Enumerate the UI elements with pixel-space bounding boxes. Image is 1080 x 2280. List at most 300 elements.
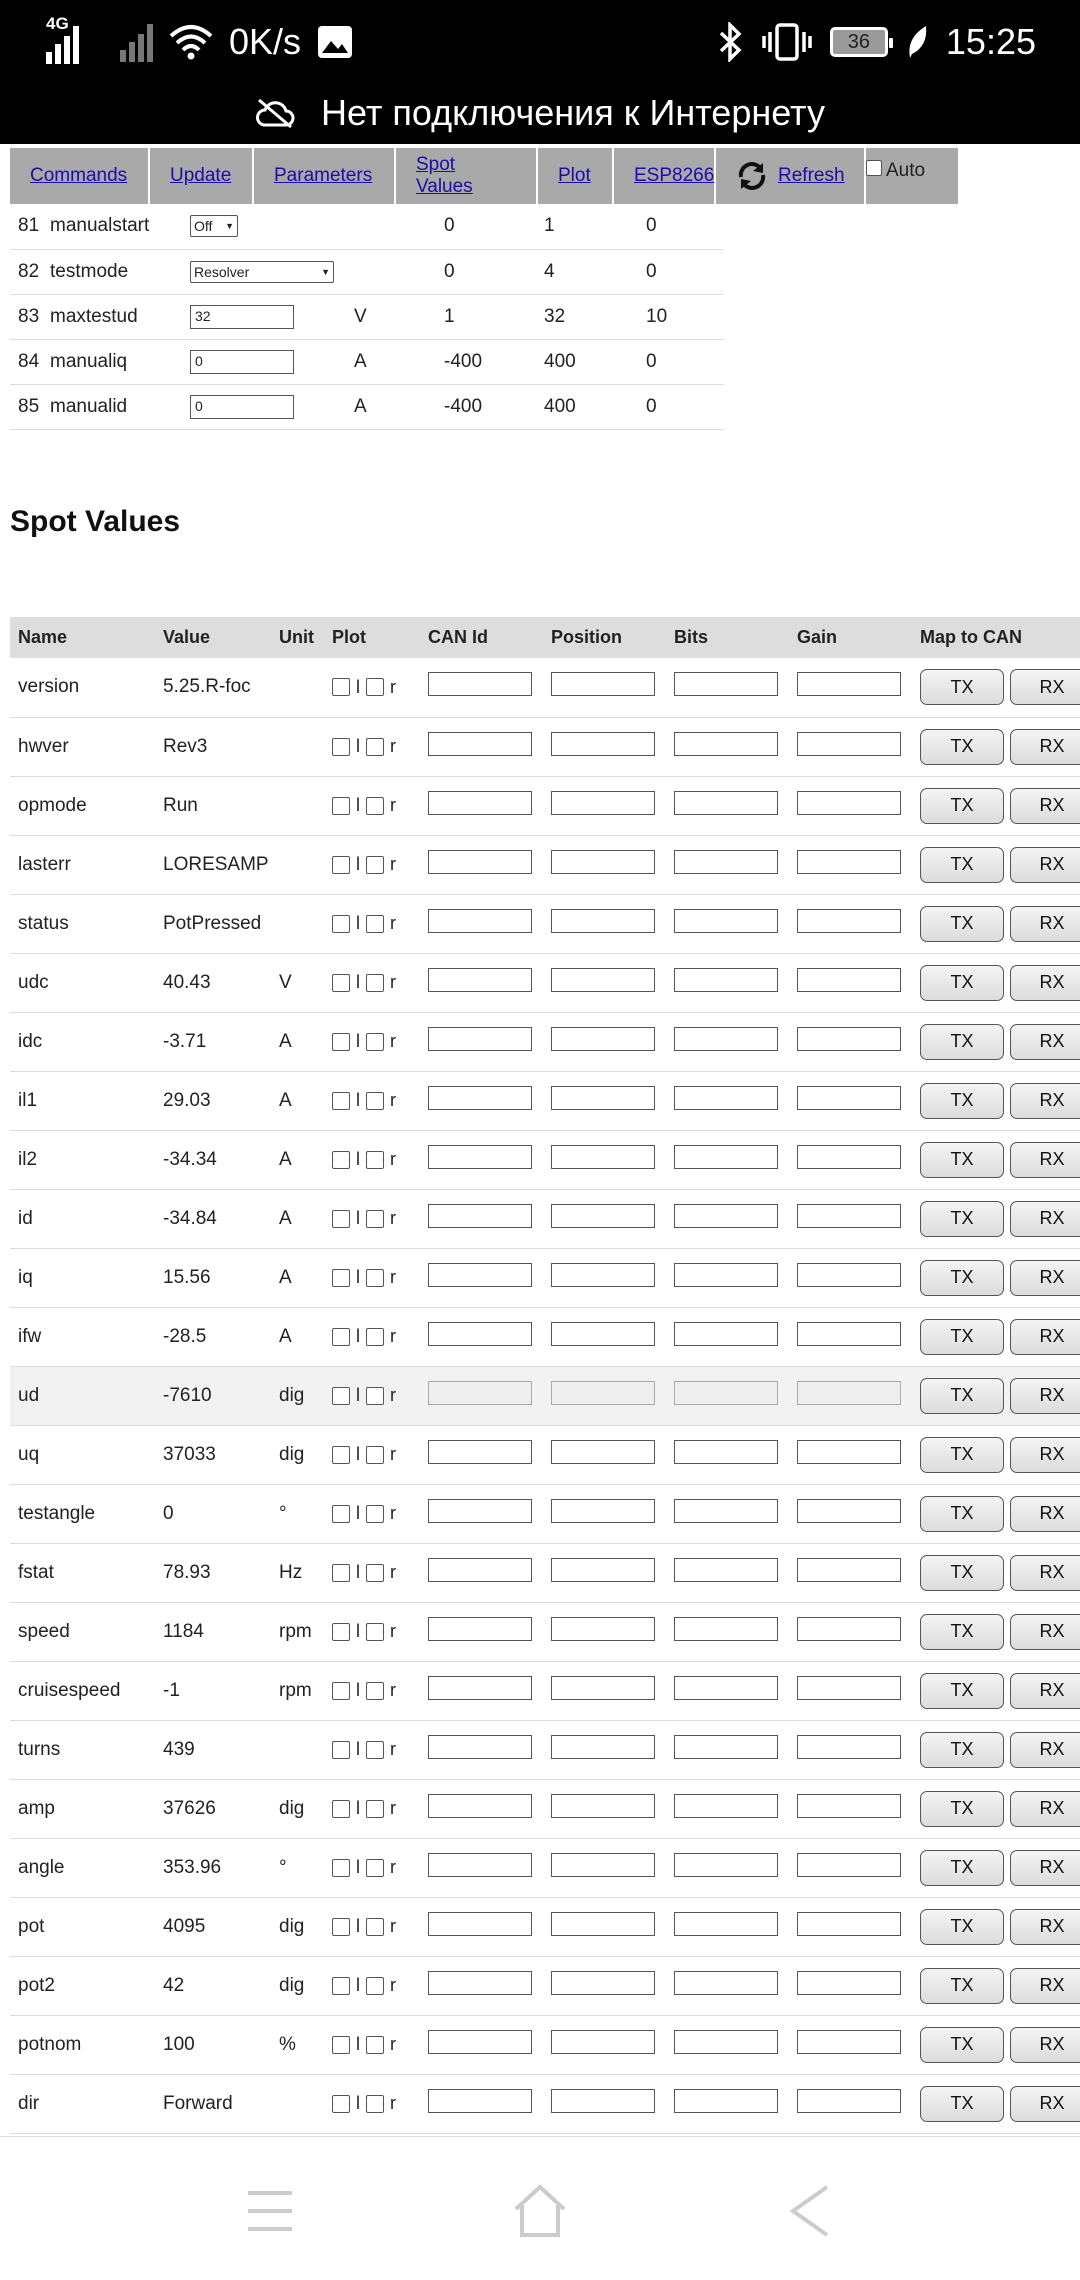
bits-cell	[666, 1425, 789, 1484]
can-id-input[interactable]	[428, 1499, 532, 1523]
tx-button[interactable]: TX	[920, 2027, 1004, 2063]
bits-cell	[666, 1248, 789, 1307]
gain-input[interactable]	[797, 732, 901, 756]
rx-button[interactable]: RX	[1010, 2027, 1080, 2063]
plot-right-checkbox[interactable]	[366, 1387, 384, 1405]
map-cell	[912, 953, 1080, 1012]
rx-button[interactable]: RX	[1010, 1909, 1080, 1945]
rx-button[interactable]: RX	[1010, 669, 1080, 705]
plot-left-label: l	[356, 2034, 360, 2054]
spot-value: Run	[155, 776, 271, 835]
bits-input[interactable]	[674, 1794, 778, 1818]
plot-right-checkbox[interactable]	[366, 2095, 384, 2113]
spot-name: pot	[10, 1897, 155, 1956]
gain-input[interactable]	[797, 1381, 901, 1405]
spot-name: dir	[10, 2074, 155, 2133]
rx-button[interactable]: RX	[1010, 1142, 1080, 1178]
spot-value: 100	[155, 2015, 271, 2074]
rx-button[interactable]: RX	[1010, 1791, 1080, 1827]
can-id-input[interactable]	[428, 1440, 532, 1464]
bits-input[interactable]	[674, 1322, 778, 1346]
plot-left-checkbox[interactable]	[332, 1092, 350, 1110]
rx-button[interactable]: RX	[1010, 1850, 1080, 1886]
table-row	[10, 835, 1080, 894]
plot-left-checkbox[interactable]	[332, 2036, 350, 2054]
param-min: -400	[444, 339, 544, 384]
plot-right-label: r	[390, 854, 396, 874]
tx-button[interactable]: TX	[920, 1201, 1004, 1237]
position-cell	[543, 1307, 666, 1366]
param-index: 83	[10, 294, 50, 339]
rx-button[interactable]: RX	[1010, 1496, 1080, 1532]
tx-button[interactable]: TX	[920, 1968, 1004, 2004]
spot-name: pot2	[10, 1956, 155, 2015]
testmode-select[interactable]: Resolver ▼	[190, 261, 334, 283]
spot-unit: dig	[271, 1956, 324, 2015]
rx-button[interactable]: RX	[1010, 906, 1080, 942]
plot-right-checkbox[interactable]	[366, 1505, 384, 1523]
plot-left-checkbox[interactable]	[332, 1977, 350, 1995]
position-input[interactable]	[551, 1794, 655, 1818]
spot-unit: A	[271, 1248, 324, 1307]
gain-input[interactable]	[797, 909, 901, 933]
tx-button[interactable]: TX	[920, 906, 1004, 942]
plot-left-checkbox[interactable]	[332, 1387, 350, 1405]
param-min: 1	[444, 294, 544, 339]
plot-left-checkbox[interactable]	[332, 1033, 350, 1051]
rx-button[interactable]: RX	[1010, 1555, 1080, 1591]
plot-left-checkbox[interactable]	[332, 1682, 350, 1700]
plot-left-checkbox[interactable]	[332, 915, 350, 933]
rx-button[interactable]: RX	[1010, 965, 1080, 1001]
gain-input[interactable]	[797, 1440, 901, 1464]
gain-input[interactable]	[797, 1617, 901, 1641]
map-cell	[912, 1425, 1080, 1484]
plot-right-checkbox[interactable]	[366, 1800, 384, 1818]
gain-input[interactable]	[797, 1145, 901, 1169]
plot-right-label: r	[390, 1267, 396, 1287]
position-input[interactable]	[551, 909, 655, 933]
rx-button[interactable]: RX	[1010, 1437, 1080, 1473]
plot-left-checkbox[interactable]	[332, 1151, 350, 1169]
spot-value: LORESAMP	[155, 835, 271, 894]
gain-cell	[789, 717, 912, 776]
position-input[interactable]	[551, 1381, 655, 1405]
spot-header-row	[10, 617, 1080, 658]
auto-label: Auto	[886, 160, 926, 181]
bits-input[interactable]	[674, 1912, 778, 1936]
gain-input[interactable]	[797, 1794, 901, 1818]
bits-input[interactable]	[674, 1145, 778, 1169]
tx-button[interactable]: TX	[920, 1024, 1004, 1060]
rx-button[interactable]: RX	[1010, 1614, 1080, 1650]
param-row	[10, 294, 724, 339]
plot-right-checkbox[interactable]	[366, 678, 384, 696]
gain-input[interactable]	[797, 1027, 901, 1051]
rx-button[interactable]: RX	[1010, 1732, 1080, 1768]
menu-icon[interactable]	[234, 2175, 306, 2247]
plot-left-checkbox[interactable]	[332, 2095, 350, 2113]
can-id-cell	[420, 776, 543, 835]
gain-input[interactable]	[797, 2030, 901, 2054]
plot-right-checkbox[interactable]	[366, 1328, 384, 1346]
gain-input[interactable]	[797, 791, 901, 815]
gain-input[interactable]	[797, 1676, 901, 1700]
can-id-cell	[420, 1307, 543, 1366]
plot-left-checkbox[interactable]	[332, 1505, 350, 1523]
bits-input[interactable]	[674, 1558, 778, 1582]
position-input[interactable]	[551, 1145, 655, 1169]
plot-left-checkbox[interactable]	[332, 1210, 350, 1228]
gain-input[interactable]	[797, 1263, 901, 1287]
plot-right-checkbox[interactable]	[366, 1092, 384, 1110]
position-input[interactable]	[551, 791, 655, 815]
plot-right-checkbox[interactable]	[366, 974, 384, 992]
plot-right-label: r	[390, 1031, 396, 1051]
gain-input[interactable]	[797, 1853, 901, 1877]
tx-button[interactable]: TX	[920, 788, 1004, 824]
spot-name: speed	[10, 1602, 155, 1661]
rx-button[interactable]: RX	[1010, 1673, 1080, 1709]
can-id-input[interactable]	[428, 1322, 532, 1346]
tx-button[interactable]: TX	[920, 2086, 1004, 2122]
rx-button[interactable]: RX	[1010, 1968, 1080, 2004]
bits-input[interactable]	[674, 2089, 778, 2113]
tx-button[interactable]: TX	[920, 1673, 1004, 1709]
tx-button[interactable]: TX	[920, 965, 1004, 1001]
can-id-input[interactable]	[428, 850, 532, 874]
rx-button[interactable]: RX	[1010, 847, 1080, 883]
maxtestud-input[interactable]: 32	[190, 305, 294, 329]
plot-left-checkbox[interactable]	[332, 1741, 350, 1759]
manualiq-input[interactable]: 0	[190, 350, 294, 374]
back-icon[interactable]	[774, 2175, 846, 2247]
can-id-cell	[420, 1956, 543, 2015]
position-input[interactable]	[551, 732, 655, 756]
gain-input[interactable]	[797, 1499, 901, 1523]
tx-button[interactable]: TX	[920, 1142, 1004, 1178]
tx-button[interactable]: TX	[920, 1260, 1004, 1296]
position-input[interactable]	[551, 1853, 655, 1877]
tx-button[interactable]: TX	[920, 1909, 1004, 1945]
table-row	[10, 1071, 1080, 1130]
rx-button[interactable]: RX	[1010, 1319, 1080, 1355]
menu-parameters[interactable]: Parameters	[254, 148, 396, 204]
bits-cell	[666, 1189, 789, 1248]
plot-left-label: l	[356, 795, 360, 815]
plot-right-checkbox[interactable]	[366, 856, 384, 874]
gain-cell	[789, 1484, 912, 1543]
plot-left-checkbox[interactable]	[332, 738, 350, 756]
plot-left-checkbox[interactable]	[332, 1328, 350, 1346]
gain-input[interactable]	[797, 1912, 901, 1936]
table-row	[10, 2015, 1080, 2074]
plot-left-checkbox[interactable]	[332, 974, 350, 992]
position-input[interactable]	[551, 1617, 655, 1641]
position-input[interactable]	[551, 672, 655, 696]
position-input[interactable]	[551, 1735, 655, 1759]
tx-button[interactable]: TX	[920, 1319, 1004, 1355]
manualstart-select[interactable]: Off ▼	[190, 215, 238, 237]
can-id-input[interactable]	[428, 1617, 532, 1641]
gain-cell	[789, 776, 912, 835]
plot-right-label: r	[390, 795, 396, 815]
param-min: 0	[444, 249, 544, 294]
bits-input[interactable]	[674, 672, 778, 696]
plot-left-checkbox[interactable]	[332, 1446, 350, 1464]
position-input[interactable]	[551, 1558, 655, 1582]
can-id-input[interactable]	[428, 1027, 532, 1051]
can-id-input[interactable]	[428, 968, 532, 992]
spot-unit	[271, 894, 324, 953]
can-id-input[interactable]	[428, 2030, 532, 2054]
can-id-input[interactable]	[428, 1853, 532, 1877]
can-id-input[interactable]	[428, 1381, 532, 1405]
header-map-to-can: Map to CAN	[912, 617, 1080, 658]
bits-input[interactable]	[674, 1381, 778, 1405]
gain-input[interactable]	[797, 1971, 901, 1995]
can-id-cell	[420, 1720, 543, 1779]
plot-left-label: l	[356, 1149, 360, 1169]
param-min: -400	[444, 384, 544, 429]
tx-button[interactable]: TX	[920, 1614, 1004, 1650]
plot-right-checkbox[interactable]	[366, 1033, 384, 1051]
can-id-input[interactable]	[428, 1558, 532, 1582]
position-input[interactable]	[551, 1676, 655, 1700]
bits-cell	[666, 1307, 789, 1366]
can-id-cell	[420, 835, 543, 894]
can-id-input[interactable]	[428, 1676, 532, 1700]
table-row	[10, 1425, 1080, 1484]
param-row	[10, 339, 724, 384]
gain-cell	[789, 1071, 912, 1130]
plot-left-checkbox[interactable]	[332, 678, 350, 696]
can-id-input[interactable]	[428, 791, 532, 815]
tx-button[interactable]: TX	[920, 1437, 1004, 1473]
position-input[interactable]	[551, 1204, 655, 1228]
spot-value: 5.25.R-foc	[155, 658, 271, 717]
plot-right-label: r	[390, 913, 396, 933]
plot-left-checkbox[interactable]	[332, 1623, 350, 1641]
gain-input[interactable]	[797, 850, 901, 874]
tx-button[interactable]: TX	[920, 1791, 1004, 1827]
position-input[interactable]	[551, 1263, 655, 1287]
bits-input[interactable]	[674, 1676, 778, 1700]
bits-input[interactable]	[674, 1617, 778, 1641]
plot-right-checkbox[interactable]	[366, 1859, 384, 1877]
bits-input[interactable]	[674, 732, 778, 756]
spot-unit	[271, 658, 324, 717]
gain-input[interactable]	[797, 968, 901, 992]
map-cell	[912, 717, 1080, 776]
gain-input[interactable]	[797, 1735, 901, 1759]
menu-refresh[interactable]	[716, 148, 866, 204]
menu-update[interactable]: Update	[150, 148, 254, 204]
bits-input[interactable]	[674, 1263, 778, 1287]
spot-value: -7610	[155, 1366, 271, 1425]
menu-esp8266[interactable]: ESP8266	[614, 148, 716, 204]
plot-right-checkbox[interactable]	[366, 1918, 384, 1936]
position-input[interactable]	[551, 850, 655, 874]
plot-right-checkbox[interactable]	[366, 1446, 384, 1464]
plot-left-label: l	[356, 913, 360, 933]
gain-cell	[789, 1956, 912, 2015]
plot-right-checkbox[interactable]	[366, 1682, 384, 1700]
gain-input[interactable]	[797, 1204, 901, 1228]
rx-button[interactable]: RX	[1010, 1201, 1080, 1237]
position-input[interactable]	[551, 1322, 655, 1346]
gain-input[interactable]	[797, 1558, 901, 1582]
bits-input[interactable]	[674, 1971, 778, 1995]
can-id-input[interactable]	[428, 1145, 532, 1169]
plot-left-checkbox[interactable]	[332, 797, 350, 815]
gain-input[interactable]	[797, 1322, 901, 1346]
position-input[interactable]	[551, 2089, 655, 2113]
auto-checkbox[interactable]	[866, 160, 882, 176]
tx-button[interactable]: TX	[920, 1850, 1004, 1886]
position-input[interactable]	[551, 1499, 655, 1523]
position-cell	[543, 1779, 666, 1838]
plot-right-label: r	[390, 1562, 396, 1582]
plot-right-label: r	[390, 1621, 396, 1641]
can-id-input[interactable]	[428, 2089, 532, 2113]
position-input[interactable]	[551, 1440, 655, 1464]
plot-left-checkbox[interactable]	[332, 1269, 350, 1287]
spot-name: amp	[10, 1779, 155, 1838]
gain-input[interactable]	[797, 1086, 901, 1110]
spot-plot	[324, 1012, 420, 1071]
position-input[interactable]	[551, 1086, 655, 1110]
home-icon[interactable]	[504, 2175, 576, 2247]
bits-input[interactable]	[674, 1735, 778, 1759]
can-id-input[interactable]	[428, 732, 532, 756]
manualid-input[interactable]: 0	[190, 395, 294, 419]
position-cell	[543, 1897, 666, 1956]
gain-input[interactable]	[797, 2089, 901, 2113]
bits-input[interactable]	[674, 2030, 778, 2054]
bits-input[interactable]	[674, 1086, 778, 1110]
bits-input[interactable]	[674, 1499, 778, 1523]
bits-input[interactable]	[674, 1440, 778, 1464]
position-input[interactable]	[551, 1027, 655, 1051]
table-row	[10, 1602, 1080, 1661]
spot-name: ifw	[10, 1307, 155, 1366]
can-id-input[interactable]	[428, 1735, 532, 1759]
gain-input[interactable]	[797, 672, 901, 696]
can-id-input[interactable]	[428, 1086, 532, 1110]
spot-values-heading: Spot Values	[10, 505, 181, 538]
rx-button[interactable]: RX	[1010, 1260, 1080, 1296]
plot-left-checkbox[interactable]	[332, 856, 350, 874]
tx-button[interactable]: TX	[920, 1496, 1004, 1532]
plot-right-checkbox[interactable]	[366, 1564, 384, 1582]
map-cell	[912, 1248, 1080, 1307]
plot-right-checkbox[interactable]	[366, 915, 384, 933]
plot-left-checkbox[interactable]	[332, 1564, 350, 1582]
spot-name: testangle	[10, 1484, 155, 1543]
menu-spot-values[interactable]: Spot Values	[396, 148, 538, 204]
plot-left-checkbox[interactable]	[332, 1859, 350, 1877]
spot-plot	[324, 894, 420, 953]
bits-input[interactable]	[674, 1204, 778, 1228]
param-max: 4	[544, 249, 646, 294]
can-id-input[interactable]	[428, 1263, 532, 1287]
tx-button[interactable]: TX	[920, 1555, 1004, 1591]
plot-right-checkbox[interactable]	[366, 797, 384, 815]
plot-right-checkbox[interactable]	[366, 1210, 384, 1228]
plot-left-label: l	[356, 1621, 360, 1641]
plot-left-checkbox[interactable]	[332, 1800, 350, 1818]
position-cell	[543, 2074, 666, 2133]
map-cell	[912, 2015, 1080, 2074]
plot-right-checkbox[interactable]	[366, 1977, 384, 1995]
rx-button[interactable]: RX	[1010, 729, 1080, 765]
plot-right-checkbox[interactable]	[366, 1151, 384, 1169]
plot-right-label: r	[390, 1503, 396, 1523]
rx-button[interactable]: RX	[1010, 1024, 1080, 1060]
spot-value: 353.96	[155, 1838, 271, 1897]
position-cell	[543, 717, 666, 776]
tx-button[interactable]: TX	[920, 669, 1004, 705]
can-id-input[interactable]	[428, 1971, 532, 1995]
bits-input[interactable]	[674, 1853, 778, 1877]
spot-unit: A	[271, 1071, 324, 1130]
menu-plot[interactable]: Plot	[538, 148, 614, 204]
spot-value: PotPressed	[155, 894, 271, 953]
tx-button[interactable]: TX	[920, 729, 1004, 765]
position-input[interactable]	[551, 1912, 655, 1936]
tx-button[interactable]: TX	[920, 1378, 1004, 1414]
plot-right-checkbox[interactable]	[366, 1269, 384, 1287]
chevron-down-icon: ▼	[225, 221, 234, 232]
can-id-input[interactable]	[428, 909, 532, 933]
spot-unit: A	[271, 1012, 324, 1071]
bits-input[interactable]	[674, 909, 778, 933]
position-input[interactable]	[551, 968, 655, 992]
plot-right-label: r	[390, 1090, 396, 1110]
can-id-input[interactable]	[428, 672, 532, 696]
rx-button[interactable]: RX	[1010, 1378, 1080, 1414]
can-id-input[interactable]	[428, 1204, 532, 1228]
rx-button[interactable]: RX	[1010, 1083, 1080, 1119]
position-input[interactable]	[551, 2030, 655, 2054]
map-cell	[912, 1897, 1080, 1956]
plot-right-checkbox[interactable]	[366, 1623, 384, 1641]
plot-right-checkbox[interactable]	[366, 2036, 384, 2054]
position-input[interactable]	[551, 1971, 655, 1995]
can-id-cell	[420, 1071, 543, 1130]
plot-right-checkbox[interactable]	[366, 738, 384, 756]
tx-button[interactable]: TX	[920, 1083, 1004, 1119]
tx-button[interactable]: TX	[920, 1732, 1004, 1768]
plot-right-checkbox[interactable]	[366, 1741, 384, 1759]
position-cell	[543, 1248, 666, 1307]
plot-left-label: l	[356, 1208, 360, 1228]
rx-button[interactable]: RX	[1010, 788, 1080, 824]
tx-button[interactable]: TX	[920, 847, 1004, 883]
can-id-input[interactable]	[428, 1912, 532, 1936]
bits-input[interactable]	[674, 791, 778, 815]
bits-input[interactable]	[674, 1027, 778, 1051]
menu-commands[interactable]: Commands	[10, 148, 150, 204]
map-cell	[912, 1012, 1080, 1071]
bits-input[interactable]	[674, 968, 778, 992]
plot-left-checkbox[interactable]	[332, 1918, 350, 1936]
can-id-input[interactable]	[428, 1794, 532, 1818]
rx-button[interactable]: RX	[1010, 2086, 1080, 2122]
spot-value: 42	[155, 1956, 271, 2015]
bits-input[interactable]	[674, 850, 778, 874]
